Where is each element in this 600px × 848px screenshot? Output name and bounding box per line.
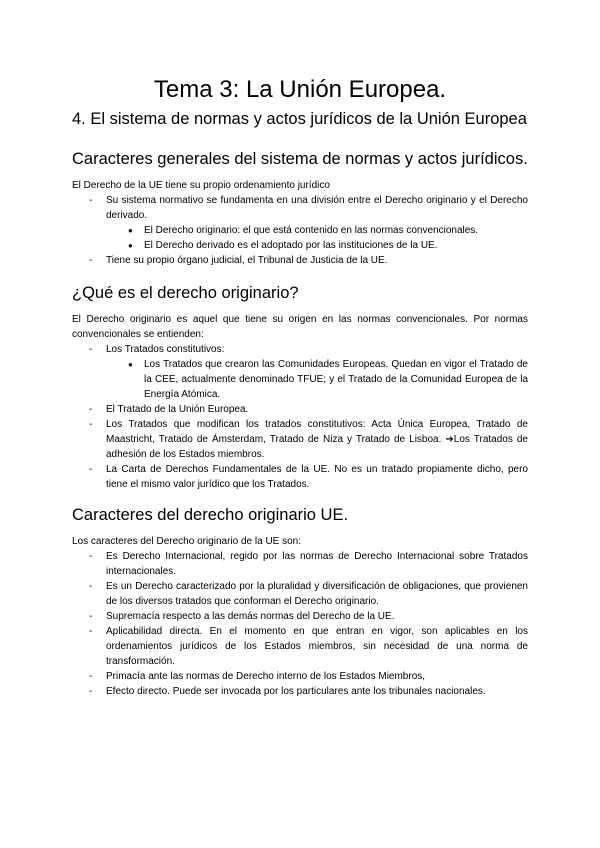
list-item <box>72 342 528 402</box>
list-item: - Aplicabilidad directa. En el momento en que entran en vigor, son aplicables en los ordenamientos jurídicos de los Estados miembros, sin necesidad de una norma de transformación. <box>72 624 528 669</box>
list-item: - Es Derecho Internacional, regido por las normas de Derecho Internacional sobre Tratados internacionales. <box>72 549 528 579</box>
list-item-text: Su sistema normativo se fundamenta en una división entre el Derecho originario y el Derecho derivado. <box>106 195 528 221</box>
document-title: Tema 3: La Unión Europea. <box>153 76 447 103</box>
list-item-text: Los Tratados constitutivos: <box>106 344 225 355</box>
list-item: - Es un Derecho caracterizado por la pluralidad y diversificación de obligaciones, que provienen de los diversos tratados que conforman el Derecho originario. <box>72 579 528 609</box>
bullet-item: ● El Derecho derivado es el adoptado por las instituciones de la UE. <box>72 238 528 253</box>
list-item: - La Carta de Derechos Fundamentales de la UE. No es un tratado propiamente dicho, pero tiene el mismo valor jurídico que los Tratados. <box>72 462 528 492</box>
section-caracteres-originario <box>72 504 528 699</box>
bullet-list <box>72 357 528 402</box>
section-heading: Caracteres del derecho originario UE. <box>72 506 349 524</box>
list-item: - Efecto directo. Puede ser invocada por los particulares ante los tribunales nacionales. <box>72 684 528 699</box>
list-item <box>72 193 528 253</box>
bullet-item: ● Los Tratados que crearon las Comunidades Europeas. Quedan en vigor el Tratado de la CEE, actualmente denominado TFUE; y el Tratado de la Comunidad Europea de la Energía Atómica. <box>72 357 528 402</box>
section-intro: Los caracteres del Derecho originario de la UE son: <box>72 536 302 547</box>
bullet-item: ● El Derecho originario: el que está contenido en las normas convencionales. <box>72 223 528 238</box>
section-derecho-originario <box>72 282 528 492</box>
dash-list <box>72 193 528 268</box>
list-item: - Primacía ante las normas de Derecho interno de los Estados Miembros, <box>72 669 528 684</box>
section-heading: ¿Qué es el derecho originario? <box>72 284 299 302</box>
section-intro: El Derecho de la UE tiene su propio ordenamiento jurídico <box>72 180 330 191</box>
list-item: - Tiene su propio órgano judicial, el Tribunal de Justicia de la UE. <box>72 253 528 268</box>
section-general-characteristics <box>72 148 528 268</box>
bullet-list <box>72 223 528 253</box>
list-item: - Los Tratados que modifican los tratados constitutivos: Acta Única Europea, Tratado de Maastricht, Tratado de Ámsterdam, Tratado de Niza y Tratado de Lisboa. ➔Los Tratados de adhesión de los Estados miembros. <box>72 417 528 462</box>
dash-list <box>72 342 528 492</box>
section-heading: Caracteres generales del sistema de normas y actos jurídicos. <box>72 150 528 168</box>
dash-list <box>72 549 528 699</box>
list-item: - Supremacía respecto a las demás normas del Derecho de la UE. <box>72 609 528 624</box>
list-item: - El Tratado de la Unión Europea. <box>72 402 528 417</box>
document-subtitle: 4. El sistema de normas y actos jurídicos de la Unión Europea <box>72 110 527 128</box>
section-intro: El Derecho originario es aquel que tiene su origen en las normas convencionales. Por normas convencionales se entienden: <box>72 314 528 340</box>
